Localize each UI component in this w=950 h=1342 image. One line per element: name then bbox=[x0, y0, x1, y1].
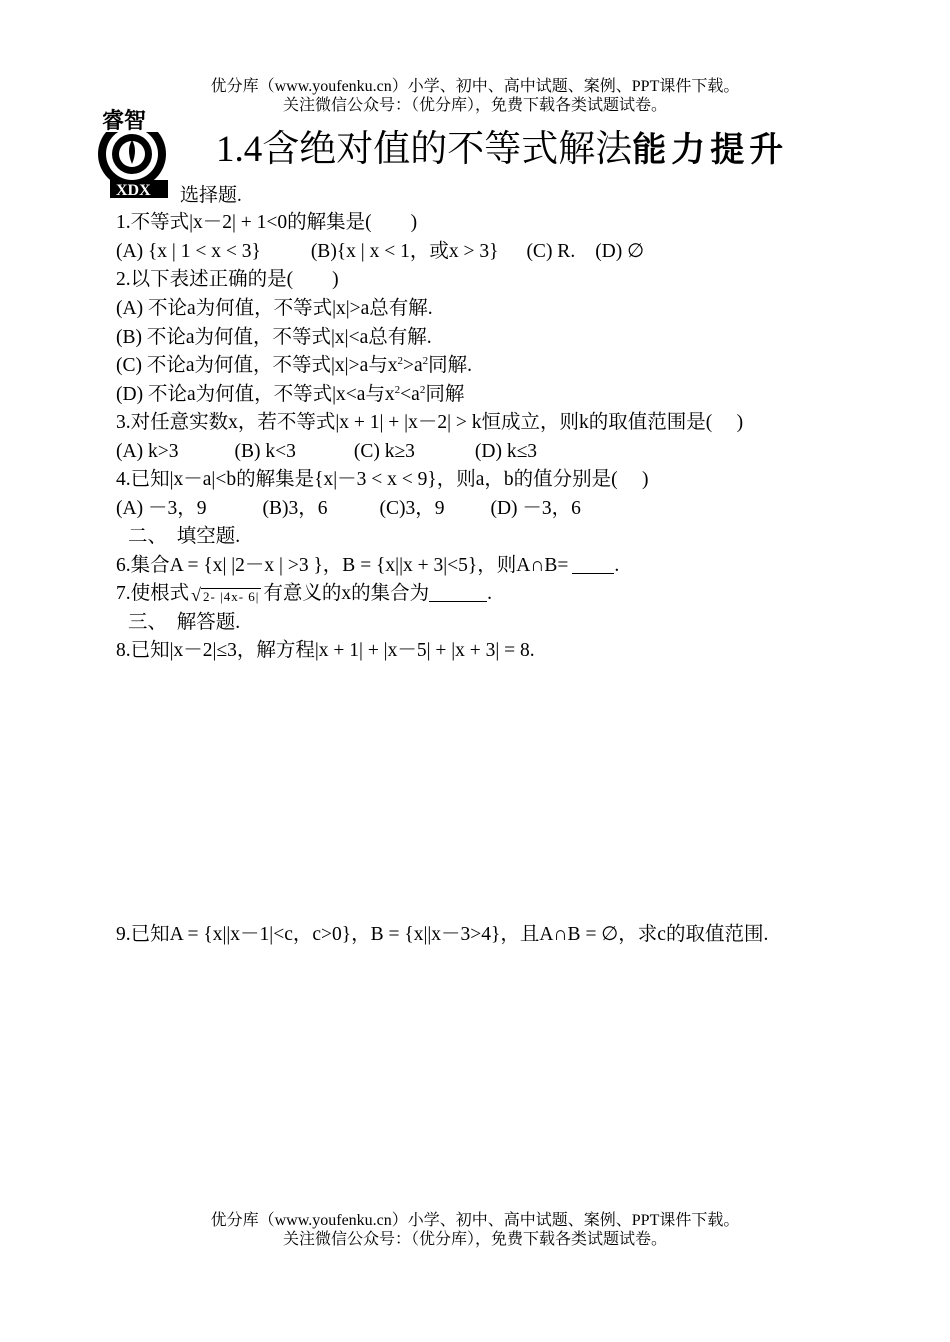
q1-option-c: (C) R. bbox=[526, 241, 576, 262]
q3-option-b: (B) k<3 bbox=[234, 441, 296, 462]
question-3-options bbox=[116, 439, 537, 465]
question-3: 3.对任意实数x，若不等式|x + 1| + |x－2| > k恒成立，则k的取值范围是( ) bbox=[116, 412, 744, 433]
q1-option-d: (D) ∅ bbox=[595, 241, 645, 262]
sqrt-expression: √ 2- |4x- 6| bbox=[191, 585, 260, 605]
question-1-options bbox=[116, 239, 644, 265]
q4-option-d: (D) －3，6 bbox=[490, 498, 581, 519]
question-1: 1.不等式|x－2| + 1<0的解集是( ) bbox=[116, 212, 418, 233]
question-4: 4.已知|x－a|<b的解集是{x|－3 < x < 9}，则a，b的值分别是( ) bbox=[116, 469, 649, 490]
question-8: 8.已知|x－2|≤3，解方程|x + 1| + |x－5| + |x + 3| = 8. bbox=[116, 640, 535, 661]
question-6: 6.集合A = {x| |2－x | >3 }，B = {x||x + 3|<5}，则A∩B= . bbox=[116, 555, 620, 576]
q2-option-d: (D) 不论a为何值，不等式|x<a与$x^2<a^2$同解 bbox=[116, 384, 465, 405]
school-logo bbox=[96, 104, 178, 198]
title-main: 1.4含绝对值的不等式解法 bbox=[216, 129, 633, 170]
q3-option-c: (C) k≥3 bbox=[353, 441, 415, 462]
q6-answer-blank bbox=[572, 555, 614, 574]
logo-top-text: 睿智 bbox=[102, 108, 147, 134]
footer-line-1: 优分库（www.youfenku.cn）小学、初中、高中试题、案例、PPT课件下载。 bbox=[210, 1212, 740, 1229]
q2-option-c: (C) 不论a为何值，不等式|x|>a与$x^2>a^2$同解. bbox=[116, 355, 473, 376]
section-2-heading: 二、 填空题. bbox=[128, 526, 241, 547]
q3-option-a: (A) k>3 bbox=[116, 441, 179, 462]
footer-line-2: 关注微信公众号：（优分库），免费下载各类试题试卷。 bbox=[282, 1231, 667, 1248]
q2-option-a: (A) 不论a为何值，不等式|x|>a总有解. bbox=[116, 298, 433, 319]
page-title bbox=[216, 128, 788, 172]
header-line-2: 关注微信公众号：（优分库），免费下载各类试题试卷。 bbox=[282, 97, 667, 114]
question-4-options bbox=[116, 496, 581, 522]
question-9: 9.已知A = {x||x－1|<c，c>0}，B = {x||x－3>4}，且A∩B = ∅，求c的取值范围. bbox=[116, 924, 769, 945]
question-2: 2.以下表述正确的是( ) bbox=[116, 269, 339, 290]
q4-option-a: (A) －3，9 bbox=[116, 498, 207, 519]
section-3-heading: 三、 解答题. bbox=[128, 612, 241, 633]
q3-option-d: (D) k≤3 bbox=[474, 441, 538, 462]
q4-option-b: (B)3，6 bbox=[262, 498, 328, 519]
section-1-heading: 选择题. bbox=[180, 185, 242, 206]
q1-option-b: (B){x | x < 1，或x > 3} bbox=[310, 241, 499, 262]
q4-option-c: (C)3，9 bbox=[379, 498, 445, 519]
header-line-1: 优分库（www.youfenku.cn）小学、初中、高中试题、案例、PPT课件下载。 bbox=[210, 78, 740, 95]
logo-bottom-text: XDX bbox=[116, 182, 151, 198]
q7-answer-blank bbox=[429, 583, 487, 602]
question-7: 7.使根式 √ 2- |4x- 6| 有意义的x的集合为 . bbox=[116, 581, 492, 609]
q1-option-a: (A) {x | 1 < x < 3} bbox=[116, 241, 261, 262]
title-suffix: 能力提升 bbox=[632, 130, 789, 170]
q2-option-b: (B) 不论a为何值，不等式|x|<a总有解. bbox=[116, 327, 432, 348]
